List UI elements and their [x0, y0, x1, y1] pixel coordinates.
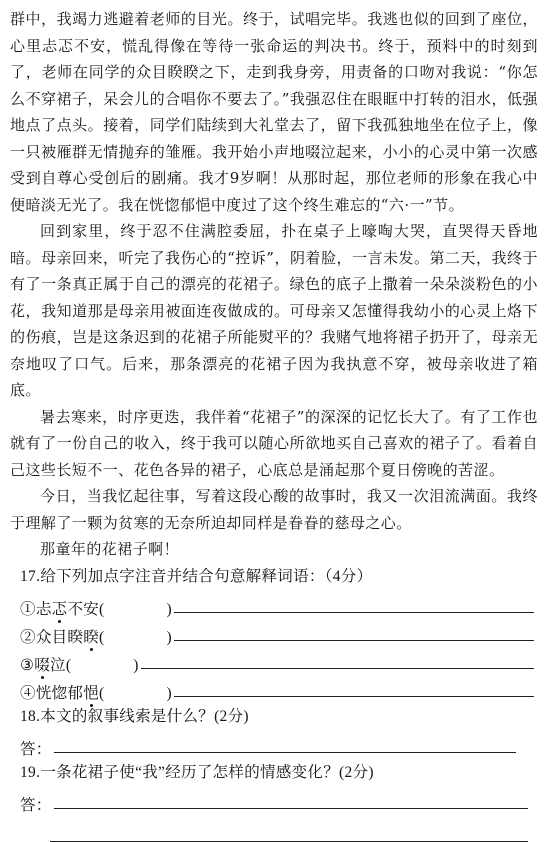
meaning-answer-line[interactable]: [174, 611, 534, 613]
vocab-term: ①忐忑不安(: [20, 597, 105, 619]
answer-label: 答：: [20, 740, 52, 758]
question-17-item-1: ①忐忑不安( ): [10, 591, 538, 619]
answer-line[interactable]: [54, 807, 528, 809]
meaning-answer-line[interactable]: [174, 695, 534, 697]
emphasis-dot-char: 悒: [83, 681, 99, 703]
emphasis-dot-char: 啜: [34, 653, 50, 675]
question-17-prompt: 17.给下列加点字注音并结合句意解释词语：（4分）: [20, 567, 373, 585]
vocab-term: ②众目睽睽(: [20, 625, 105, 647]
answer-label: 答：: [20, 796, 52, 814]
question-18-answer: [10, 731, 538, 759]
question-18-prompt: 18.本文的叙事线索是什么？(2分): [20, 707, 249, 725]
story-paragraph-2: 回到家里，终于忍不住满腔委屈，扑在桌子上嚎啕大哭，直哭得天昏地暗。母亲回来，听完了我伤心的“控诉”，阴着脸，一言未发。第二天，我终于有了一条真正属于自己的漂亮的花裙子。绿色的底子上撒着一朵朵淡粉色的小花，我知道那是母亲用被面连夜做成的。可母亲又怎懂得我幼小的心灵上烙下的伤痕，岂是这条迟到的花裙子所能熨平的？我赌气地将裙子扔开了，母亲无奈地叹了口气。后来，那条漂亮的花裙子因为我执意不穿，被母亲收进了箱底。: [10, 222, 538, 399]
question-17-item-2: ②众目睽睽( ): [10, 619, 538, 647]
vocab-term: ④恍惚郁悒(: [20, 681, 105, 703]
answer-line[interactable]: [54, 751, 516, 753]
question-19-prompt: 19.一条花裙子使“我”经历了怎样的情感变化？(2分): [20, 763, 374, 781]
question-17-item-4: ④恍惚郁悒( ): [10, 675, 538, 703]
story-paragraph-3: 暑去寒来，时序更迭，我伴着“花裙子”的深深的记忆长大了。有了工作也就有了一份自己的收入，终于我可以随心所欲地买自己喜欢的裙子了。看着自己这些长短不一、花色各异的裙子，心底总是涌起那个夏日傍晚的苦涩。: [10, 407, 538, 479]
meaning-answer-line[interactable]: [174, 639, 534, 641]
story-exclamation: 那童年的花裙子啊！: [40, 540, 180, 558]
question-17-item-3: ③啜泣( ): [10, 647, 538, 675]
story-paragraph-1: 群中，我竭力逃避着老师的目光。终于，试唱完毕。我逃也似的回到了座位，心里忐忑不安，慌乱得像在等待一张命运的判决书。终于，预料中的时刻到了，老师在同学的众目睽睽之下，走到我身旁，用责备的口吻对我说：“你怎么不穿裙子，呆会儿的合唱你不要去了。”我强忍住在眼眶中打转的泪水，低强地点了点头。接着，同学们陆续到大礼堂去了，留下我孤独地坐在位子上，像一只被雁群无情抛弃的雏雁。我开始小声地啜泣起来，小小的心灵中第一次感受到自尊心受创后的剧痛。我才9岁啊！从那时起，那位老师的形象在我心中便暗淡无光了。我在恍惚郁悒中度过了这个终生难忘的“六·一”节。: [10, 10, 538, 214]
story-paragraph-4: 今日，当我忆起往事，写着这段心酸的故事时，我又一次泪流满面。我终于理解了一颗为贫寒的无奈所迫却同样是眷眷的慈母之心。: [10, 487, 538, 532]
vocab-term: ③啜泣(: [20, 653, 71, 675]
emphasis-dot-char: 睽: [83, 625, 99, 647]
meaning-answer-line[interactable]: [141, 667, 534, 669]
answer-line-extra[interactable]: [50, 815, 528, 842]
question-19-answer: [10, 787, 538, 815]
emphasis-dot-char: 忑: [52, 597, 68, 619]
